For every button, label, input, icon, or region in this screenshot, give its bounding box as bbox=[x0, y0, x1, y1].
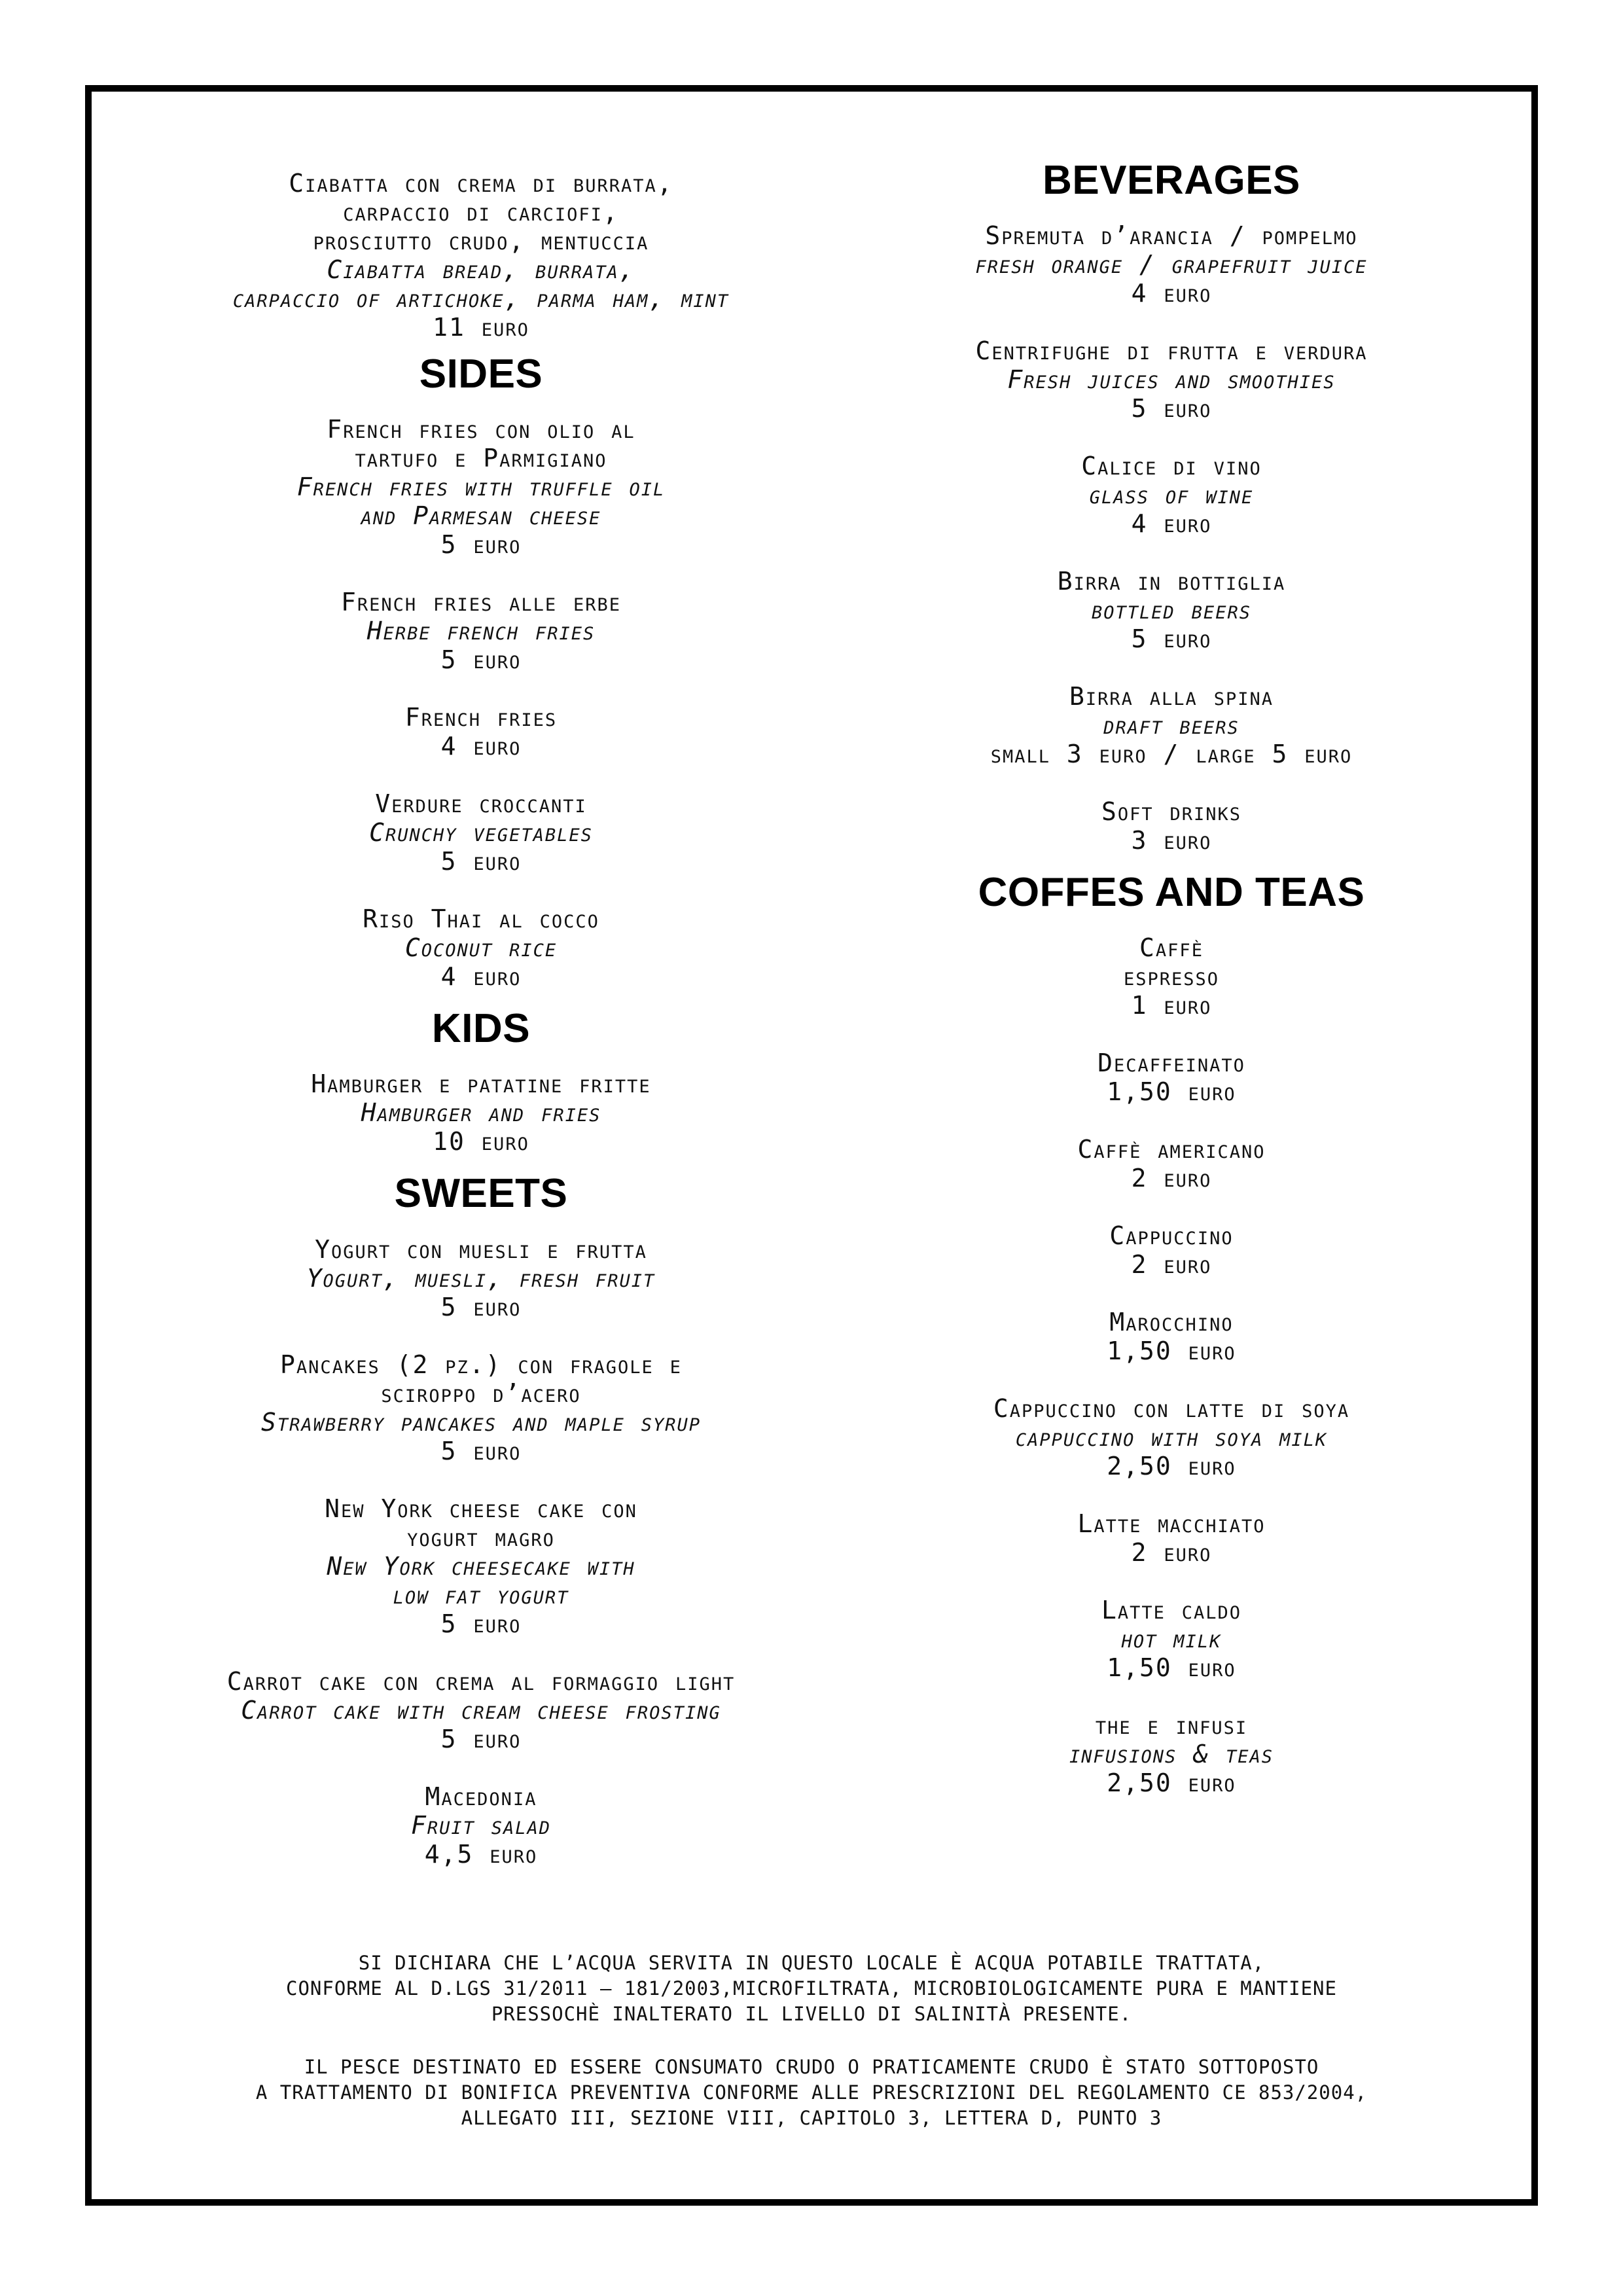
item-name-en: Strawberry pancakes and maple syrup bbox=[260, 1407, 702, 1437]
section-kids bbox=[92, 1007, 870, 1051]
item-price: 1 euro bbox=[1131, 991, 1212, 1020]
item-name-en: French fries with truffle oil bbox=[296, 473, 666, 502]
menu-item bbox=[805, 933, 1538, 1020]
item-price: 4 euro bbox=[440, 962, 522, 992]
notice-line: SI DICHIARA CHE L’ACQUA SERVITA IN QUESTO LOCALE È ACQUA POTABILE TRATTATA, bbox=[358, 1952, 1265, 1974]
item-name-en: glass of wine bbox=[1089, 480, 1254, 510]
right-column bbox=[805, 152, 1538, 1826]
menu-item bbox=[805, 1308, 1538, 1365]
item-name-it: yogurt magro bbox=[407, 1522, 555, 1552]
menu-item bbox=[92, 703, 870, 761]
section-coffees bbox=[805, 870, 1538, 915]
menu-item bbox=[805, 1221, 1538, 1279]
notice-line: IL PESCE DESTINATO ED ESSERE CONSUMATO CRUDO O PRATICAMENTE CRUDO È STATO SOTTOPOSTO bbox=[304, 2056, 1319, 2078]
menu-item-ciabatta bbox=[92, 169, 870, 342]
item-price: 5 euro bbox=[440, 530, 522, 560]
item-name-en: Fruit salad bbox=[410, 1810, 552, 1840]
item-price: 5 euro bbox=[440, 1436, 522, 1465]
menu-item bbox=[805, 452, 1538, 538]
menu-item bbox=[92, 789, 870, 876]
item-name-it: espresso bbox=[1123, 962, 1220, 992]
menu-item bbox=[92, 1235, 870, 1321]
item-name-it: Carrot cake con crema al formaggio light bbox=[226, 1666, 736, 1696]
menu-item bbox=[805, 797, 1538, 855]
menu-item bbox=[92, 905, 870, 991]
item-name-it: Birra in bottiglia bbox=[1057, 567, 1286, 596]
item-price: 11 euro bbox=[433, 313, 529, 342]
section-title-coffees: COFFES AND TEAS bbox=[978, 870, 1365, 916]
item-name-it: French fries alle erbe bbox=[340, 588, 622, 617]
item-name-en: hot milk bbox=[1121, 1624, 1222, 1654]
item-name-it: Caffè americano bbox=[1077, 1135, 1266, 1164]
item-name-en: fresh orange / grapefruit juice bbox=[975, 250, 1368, 279]
notice-line: PRESSOCHÈ INALTERATO IL LIVELLO DI SALINITÀ PRESENTE. bbox=[491, 2003, 1132, 2025]
item-name-en: cappuccino with soya milk bbox=[1015, 1423, 1328, 1452]
item-name-en: low fat yogurt bbox=[393, 1580, 569, 1609]
item-price: 1,50 euro bbox=[1107, 1077, 1236, 1107]
item-price: 5 euro bbox=[440, 645, 522, 675]
item-price: 2 euro bbox=[1131, 1538, 1212, 1568]
menu-item bbox=[805, 221, 1538, 308]
item-name-en: Hamburger and fries bbox=[361, 1098, 601, 1128]
item-name-it: Latte macchiato bbox=[1077, 1509, 1266, 1539]
section-title-sweets: SWEETS bbox=[394, 1171, 568, 1217]
item-name-it: Riso Thai al cocco bbox=[363, 905, 599, 934]
menu-item bbox=[805, 1049, 1538, 1106]
item-price: 1,50 euro bbox=[1107, 1653, 1236, 1683]
item-name-it: Hamburger e patatine fritte bbox=[311, 1069, 651, 1099]
menu-item bbox=[92, 1667, 870, 1753]
menu-item bbox=[805, 682, 1538, 768]
left-column bbox=[92, 169, 870, 1897]
item-price: 4 euro bbox=[1131, 509, 1212, 539]
notice-line: A TRATTAMENTO DI BONIFICA PREVENTIVA CONFORME ALLE PRESCRIZIONI DEL REGOLAMENTO CE 853/2004, bbox=[255, 2081, 1368, 2104]
item-price: 5 euro bbox=[440, 1724, 522, 1753]
item-price: 5 euro bbox=[440, 1292, 522, 1321]
menu-item bbox=[805, 1596, 1538, 1682]
menu-item bbox=[92, 1494, 870, 1638]
item-price: 5 euro bbox=[440, 1609, 522, 1638]
item-name-en: Crunchy vegetables bbox=[369, 818, 593, 848]
item-name-it: Latte caldo bbox=[1101, 1596, 1242, 1625]
item-name-en: Carrot cake with cream cheese frosting bbox=[241, 1695, 721, 1725]
section-title-kids: KIDS bbox=[431, 1006, 531, 1052]
legal-notes bbox=[92, 1950, 1531, 2159]
menu-item bbox=[92, 1782, 870, 1869]
item-name-it: New York cheese cake con bbox=[325, 1494, 637, 1523]
item-price: 5 euro bbox=[1131, 394, 1212, 423]
notice-line: CONFORME AL D.LGS 31/2011 – 181/2003,MICROFILTRATA, MICROBIOLOGICAMENTE PURA E MANTIENE bbox=[286, 1977, 1337, 2000]
item-name-it: Ciabatta con crema di burrata, bbox=[289, 169, 673, 198]
item-name-en: Yogurt, muesli, fresh fruit bbox=[306, 1263, 656, 1293]
item-price: 1,50 euro bbox=[1107, 1336, 1236, 1366]
menu-item bbox=[805, 567, 1538, 653]
menu-frame bbox=[85, 85, 1538, 2206]
menu-item bbox=[92, 1350, 870, 1465]
item-name-en: draft beers bbox=[1103, 711, 1240, 740]
item-name-it: French fries bbox=[404, 703, 558, 732]
item-name-it: Pancakes (2 pz.) con fragole e bbox=[280, 1350, 682, 1379]
item-name-en: Ciabatta bread, burrata, bbox=[327, 255, 635, 284]
item-name-it: tartufo e Parmigiano bbox=[355, 444, 607, 473]
item-price: 5 euro bbox=[1131, 624, 1212, 654]
item-price: small 3 euro / large 5 euro bbox=[990, 740, 1353, 769]
menu-item bbox=[805, 1135, 1538, 1193]
item-price: 4 euro bbox=[440, 732, 522, 761]
item-name-it: Yogurt con muesli e frutta bbox=[315, 1234, 647, 1264]
section-title-beverages: BEVERAGES bbox=[1043, 158, 1300, 203]
menu-item bbox=[805, 1509, 1538, 1567]
item-price: 2 euro bbox=[1131, 1164, 1212, 1193]
item-name-it: Cappuccino bbox=[1109, 1221, 1234, 1251]
fish-notice bbox=[92, 2054, 1531, 2131]
section-sides bbox=[92, 352, 870, 397]
menu-item bbox=[805, 1394, 1538, 1480]
menu-item bbox=[92, 1069, 870, 1156]
item-name-it: prosciutto crudo, mentuccia bbox=[313, 226, 649, 255]
item-name-it: Birra alla spina bbox=[1069, 682, 1274, 711]
item-name-it: French fries con olio al bbox=[327, 415, 635, 444]
item-name-it: Decaffeinato bbox=[1097, 1049, 1245, 1078]
item-name-en: New York cheesecake with bbox=[327, 1551, 635, 1581]
item-name-en: infusions & teas bbox=[1069, 1740, 1274, 1769]
item-name-it: Macedonia bbox=[425, 1782, 537, 1811]
item-name-it: Calice di vino bbox=[1081, 452, 1262, 481]
item-price: 4,5 euro bbox=[424, 1839, 538, 1869]
section-sweets bbox=[92, 1172, 870, 1216]
item-price: 4 euro bbox=[1131, 279, 1212, 308]
item-name-en: Fresh juices and smoothies bbox=[1007, 365, 1336, 395]
item-name-it: Soft drinks bbox=[1101, 797, 1242, 827]
item-name-it: the e infusi bbox=[1095, 1711, 1248, 1740]
item-price: 10 euro bbox=[433, 1127, 529, 1157]
item-name-it: Centrifughe di frutta e verdura bbox=[975, 336, 1368, 366]
menu-item bbox=[805, 1711, 1538, 1797]
item-price: 2 euro bbox=[1131, 1250, 1212, 1280]
item-price: 2,50 euro bbox=[1107, 1768, 1236, 1798]
item-name-en: bottled beers bbox=[1092, 596, 1251, 625]
item-name-it: Verdure croccanti bbox=[375, 789, 587, 819]
section-beverages bbox=[805, 158, 1538, 203]
item-name-it: Cappuccino con latte di soya bbox=[993, 1394, 1350, 1424]
item-name-it: Marocchino bbox=[1109, 1308, 1234, 1337]
water-notice bbox=[92, 1950, 1531, 2027]
item-name-en: Coconut rice bbox=[404, 933, 558, 963]
item-name-it: carpaccio di carciofi, bbox=[343, 198, 619, 226]
item-price: 2,50 euro bbox=[1107, 1452, 1236, 1481]
menu-item bbox=[92, 588, 870, 674]
item-price: 5 euro bbox=[440, 847, 522, 876]
item-name-it: sciroppo d’acero bbox=[381, 1378, 581, 1408]
item-name-it: Spremuta d’arancia / pompelmo bbox=[985, 221, 1358, 251]
notice-line: ALLEGATO III, SEZIONE VIII, CAPITOLO 3, LETTERA D, PUNTO 3 bbox=[461, 2107, 1162, 2129]
menu-item bbox=[805, 336, 1538, 423]
item-price: 3 euro bbox=[1131, 826, 1212, 855]
item-name-en: and Parmesan cheese bbox=[361, 501, 601, 531]
item-name-en: carpaccio of artichoke, parma ham, mint bbox=[232, 284, 730, 313]
section-title-sides: SIDES bbox=[419, 351, 543, 397]
menu-item bbox=[92, 415, 870, 559]
item-name-en: Herbe french fries bbox=[366, 617, 596, 646]
item-name-it: Caffè bbox=[1139, 933, 1204, 963]
